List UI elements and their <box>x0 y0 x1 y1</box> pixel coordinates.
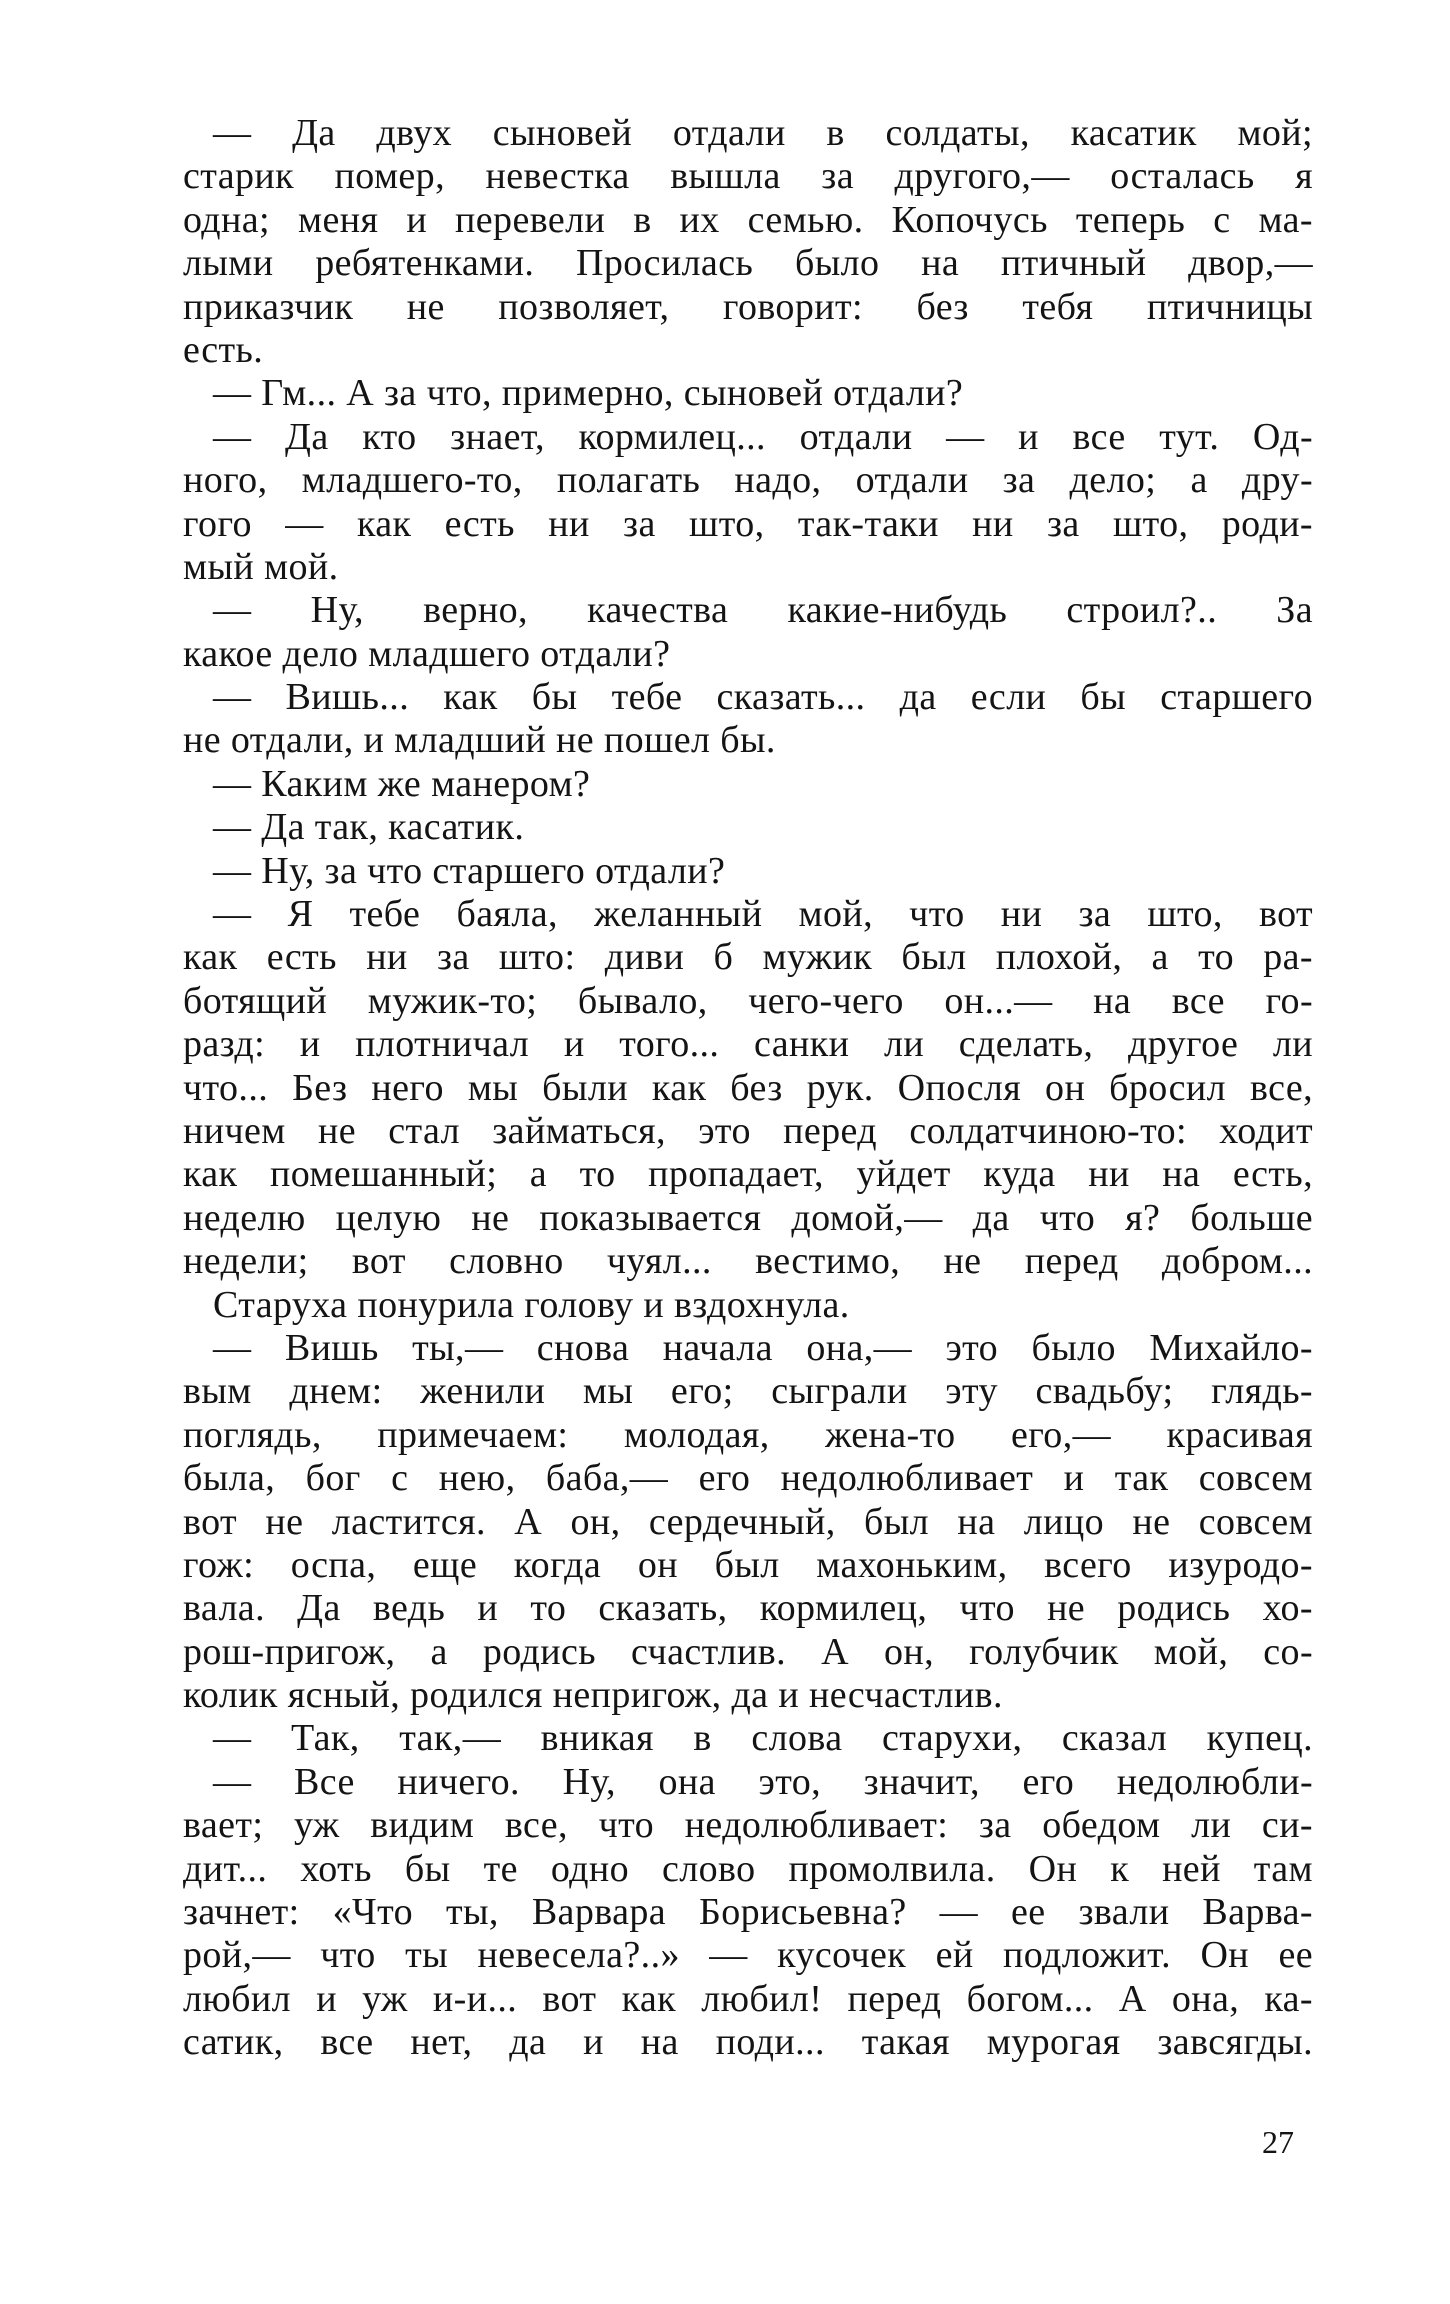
text-line: вот не ластится. А он, сердечный, был на лицо не совсем <box>183 1500 1313 1543</box>
text-line: любил и уж и-и... вот как любил! перед богом... А она, ка- <box>183 1977 1313 2020</box>
text-line: рош-пригож, а родись счастлив. А он, голубчик мой, со- <box>183 1630 1313 1673</box>
text-line: старик помер, невестка вышла за другого,— осталась я <box>183 155 1313 198</box>
text-line: рой,— что ты невесела?..» — кусочек ей подложит. Он ее <box>183 1934 1313 1977</box>
text-line: ботящий мужик-то; бывало, чего-чего он...— на все го- <box>183 979 1313 1022</box>
text-line: дит... хоть бы те одно слово промолвила. Он к ней там <box>183 1847 1313 1890</box>
text-line: — Так, так,— вникая в слова старухи, сказал купец. <box>213 1717 1313 1760</box>
text-line: ничем не стал займаться, это перед солдатчиною-то: ходит <box>183 1109 1313 1152</box>
page-text <box>183 112 1313 2065</box>
text-line: — Я тебе баяла, желанный мой, что ни за што, вот <box>213 893 1313 936</box>
text-line: лыми ребятенками. Просилась было на птичный двор,— <box>183 242 1313 285</box>
text-line: приказчик не позволяет, говорит: без тебя птичницы <box>183 285 1313 328</box>
text-line: вала. Да ведь и то сказать, кормилец, что не родись хо- <box>183 1587 1313 1630</box>
text-line: разд: и плотничал и того... санки ли сделать, другое ли <box>183 1023 1313 1066</box>
text-line: какое дело младшего отдали? <box>183 632 671 675</box>
text-line: что... Без него мы были как без рук. Опосля он бросил все, <box>183 1066 1313 1109</box>
text-line: Старуха понурила голову и вздохнула. <box>213 1283 850 1326</box>
text-line: вым днем: женили мы его; сыграли эту свадьбу; глядь- <box>183 1370 1313 1413</box>
text-line: мый мой. <box>183 545 339 588</box>
text-line: вает; уж видим все, что недолюбливает: за обедом ли си- <box>183 1804 1313 1847</box>
text-line: недели; вот словно чуял... вестимо, не перед добром... <box>183 1240 1313 1283</box>
text-line: колик ясный, родился непригож, да и несчастлив. <box>183 1674 1003 1717</box>
text-line: гож: оспа, еще когда он был махоньким, всего изуродо- <box>183 1543 1313 1586</box>
text-line: — Ну, за что старшего отдали? <box>213 849 726 892</box>
text-line: — Все ничего. Ну, она это, значит, его недолюбли- <box>213 1760 1313 1803</box>
text-line: поглядь, примечаем: молодая, жена-то его,— красивая <box>183 1413 1313 1456</box>
text-line: — Вишь ты,— снова начала она,— это было Михайло- <box>213 1326 1313 1369</box>
text-line: как есть ни за што: диви б мужик был плохой, а то ра- <box>183 936 1313 979</box>
text-line: есть. <box>183 328 264 371</box>
text-line: — Да так, касатик. <box>213 806 525 849</box>
text-line: как помешанный; а то пропадает, уйдет куда ни на есть, <box>183 1153 1313 1196</box>
text-line: — Да двух сыновей отдали в солдаты, касатик мой; <box>213 112 1313 154</box>
text-line: была, бог с нею, баба,— его недолюбливает и так совсем <box>183 1457 1313 1500</box>
page-number: 27 <box>1262 2124 1294 2160</box>
text-line: сатик, все нет, да и на поди... такая мурогая завсягды. <box>183 2021 1313 2064</box>
text-line: — Вишь... как бы тебе сказать... да если бы старшего <box>213 676 1313 719</box>
text-line: ного, младшего-то, полагать надо, отдали за дело; а дру- <box>183 459 1313 502</box>
text-line: одна; меня и перевели в их семью. Копочусь теперь с ма- <box>183 198 1313 241</box>
text-line: — Да кто знает, кормилец... отдали — и все тут. Од- <box>213 415 1313 458</box>
text-line: не отдали, и младший не пошел бы. <box>183 719 776 762</box>
text-line: неделю целую не показывается домой,— да что я? больше <box>183 1196 1313 1239</box>
text-line: гого — как есть ни за што, так-таки ни за што, роди- <box>183 502 1313 545</box>
text-line: — Гм... А за что, примерно, сыновей отдали? <box>213 372 964 415</box>
text-line: — Ну, верно, качества какие-нибудь строил?.. За <box>213 589 1313 632</box>
text-line: — Каким же манером? <box>213 762 591 805</box>
text-line: зачнет: «Что ты, Варвара Борисьевна? — ее звали Варва- <box>183 1891 1313 1934</box>
